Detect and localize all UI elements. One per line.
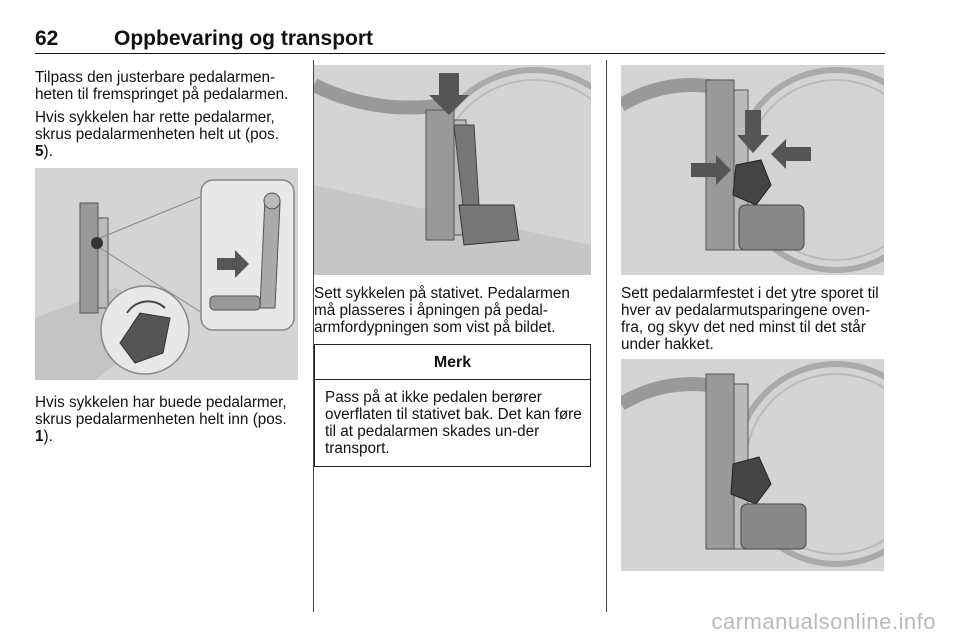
- watermark: carmanualsonline.info: [711, 609, 936, 634]
- page-number: 62: [35, 27, 59, 50]
- position-number: 5: [35, 143, 44, 160]
- paragraph-text: Hvis sykkelen har rette pedalarmer, skrus pedalarmenheten helt ut (pos.: [35, 109, 280, 143]
- figure-pedal-mount-locked: [621, 359, 884, 571]
- paragraph-curved-pedal: [35, 394, 300, 445]
- paragraph-adjust: Tilpass den justerbare pedalarmen-heten til fremspringet på pedalarmen.: [35, 69, 289, 103]
- paragraph-straight-pedal: [35, 109, 300, 160]
- column-3: [621, 69, 886, 571]
- paragraph-place-bike: Sett sykkelen på stativet. Pedalarmen må plasseres i åpningen på pedal-armfordypningen som vist på bildet.: [314, 285, 570, 336]
- figure-bike-on-rack: [314, 65, 591, 275]
- page-title: Oppbevaring og transport: [114, 27, 374, 50]
- illustration-bike-on-rack: [314, 65, 591, 275]
- illustration-pedal-adjust: [35, 168, 298, 380]
- note-body: Pass på at ikke pedalen berører overflaten til stativet bak. Det kan føre til at pedalarmen skades un-der transport.: [325, 389, 582, 457]
- column-1: [35, 69, 300, 451]
- page-header: [35, 27, 885, 54]
- position-number: 1: [35, 428, 44, 445]
- column-divider-2: [606, 60, 607, 612]
- illustration-pedal-mount-insert: [621, 65, 884, 275]
- illustration-pedal-mount-locked: [621, 359, 884, 571]
- paragraph-end: ).: [43, 143, 53, 160]
- paragraph-text: Hvis sykkelen har buede pedalarmer, skrus pedalarmenheten helt inn (pos.: [35, 394, 287, 428]
- column-2: [314, 69, 594, 467]
- figure-pedal-mount-insert: [621, 65, 884, 275]
- paragraph-end: ).: [43, 428, 53, 445]
- paragraph-insert-mount: Sett pedalarmfestet i det ytre sporet til hver av pedalarmutsparingene oven-fra, og skyv det ned minst til det står under hakket.: [621, 285, 879, 353]
- figure-pedal-arm-adjust: [35, 168, 298, 380]
- note-box: [314, 344, 591, 467]
- note-title: Merk: [315, 345, 590, 380]
